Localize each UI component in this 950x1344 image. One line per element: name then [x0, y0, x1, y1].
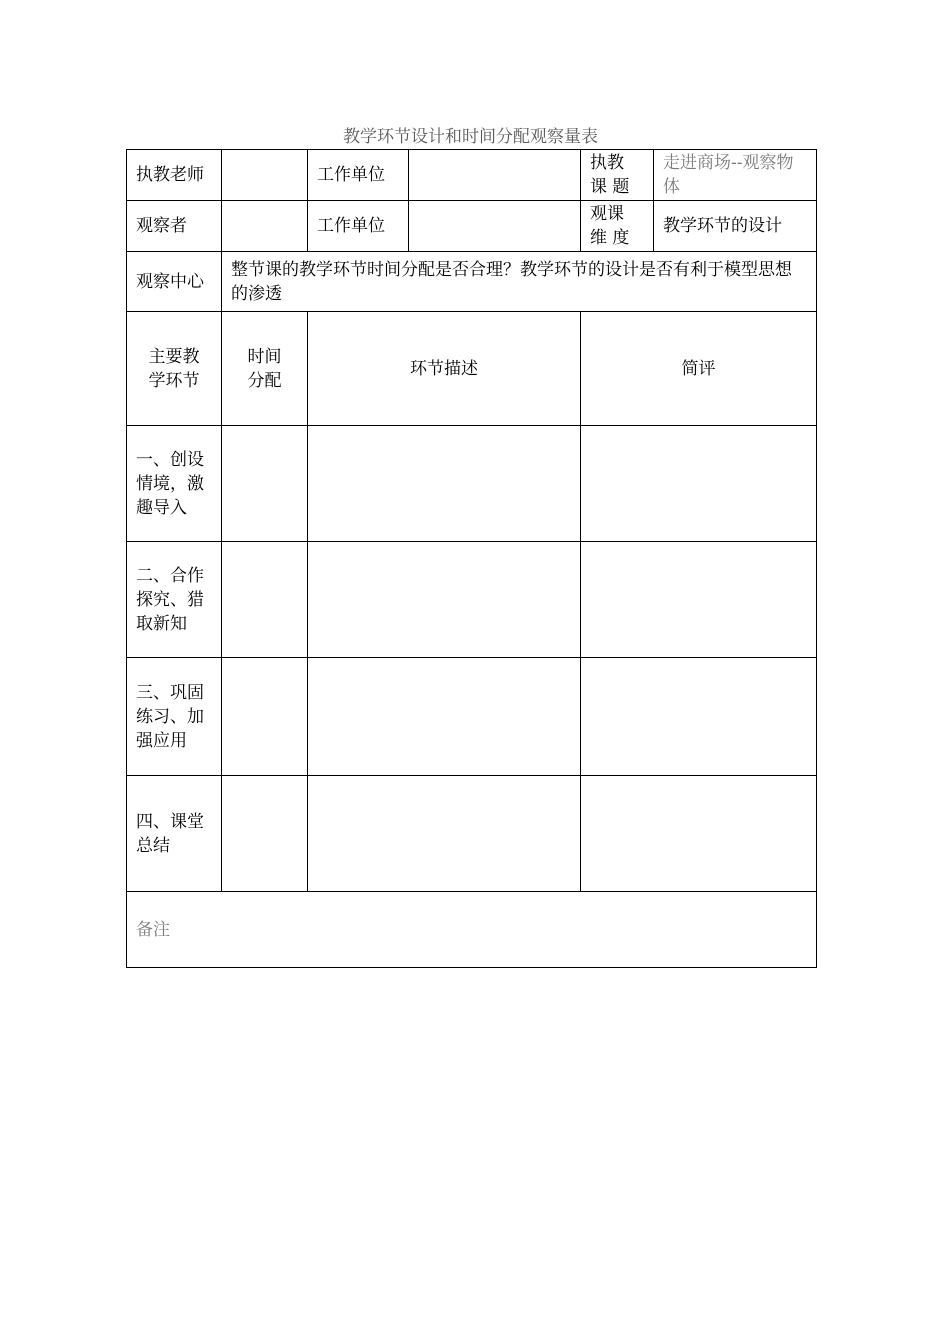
stage-name-line: 一、创设 [136, 449, 204, 470]
stage-name [127, 542, 222, 658]
stage-name-line: 练习、加 [136, 706, 204, 727]
stage-time-field[interactable] [222, 658, 308, 776]
notes-field[interactable]: 备注 [127, 892, 817, 968]
teacher-unit-field[interactable] [409, 150, 581, 201]
stage-name-line: 情境，激 [136, 473, 204, 494]
header-main-stage-line1: 主要教 [148, 346, 200, 367]
stage-description-field[interactable] [308, 658, 581, 776]
header-comment: 简评 [581, 312, 817, 426]
stage-row [127, 542, 817, 658]
dimension-label-line2: 维 度 [590, 228, 630, 248]
header-time-line1: 时间 [247, 346, 282, 367]
stage-time-field[interactable] [222, 426, 308, 542]
dimension-field[interactable]: 教学环节的设计 [654, 201, 817, 252]
observation-center-label: 观察中心 [127, 252, 222, 312]
topic-label-line2: 课 题 [590, 177, 630, 197]
stage-name-line: 强应用 [136, 730, 187, 751]
dimension-label-line1: 观课 [590, 204, 624, 224]
stage-name [127, 658, 222, 776]
stage-name-line: 取新知 [136, 613, 187, 634]
stage-name-line: 三、巩固 [136, 682, 204, 703]
stage-comment-field[interactable] [581, 426, 817, 542]
stage-time-field[interactable] [222, 542, 308, 658]
dimension-label [581, 201, 654, 252]
notes-row [127, 892, 817, 968]
teacher-field[interactable] [222, 150, 308, 201]
info-row-observer [127, 201, 817, 252]
observation-form-table [126, 149, 817, 968]
stage-name-line: 四、课堂 [136, 811, 204, 832]
info-row-center [127, 252, 817, 312]
header-time-line2: 分配 [247, 370, 282, 391]
observer-unit-field[interactable] [409, 201, 581, 252]
stage-name [127, 426, 222, 542]
observation-center-field[interactable]: 整节课的教学环节时间分配是否合理？教学环节的设计是否有利于模型思想的渗透 [222, 252, 817, 312]
header-description: 环节描述 [308, 312, 581, 426]
stage-name [127, 776, 222, 892]
stage-time-field[interactable] [222, 776, 308, 892]
header-main-stage-line2: 学环节 [148, 370, 200, 391]
topic-label [581, 150, 654, 201]
topic-label-line1: 执教 [590, 153, 624, 173]
stage-row [127, 426, 817, 542]
observer-unit-label: 工作单位 [308, 201, 409, 252]
stage-comment-field[interactable] [581, 658, 817, 776]
stage-name-line: 探究、猎 [136, 589, 204, 610]
stage-comment-field[interactable] [581, 542, 817, 658]
document-title: 教学环节设计和时间分配观察量表 [343, 127, 598, 147]
header-time-allocation [222, 312, 308, 426]
stage-description-field[interactable] [308, 776, 581, 892]
stage-name-line: 总结 [136, 835, 170, 856]
stage-row [127, 776, 817, 892]
stage-comment-field[interactable] [581, 776, 817, 892]
observer-field[interactable] [222, 201, 308, 252]
teacher-label: 执教老师 [127, 150, 222, 201]
observer-label: 观察者 [127, 201, 222, 252]
stage-row [127, 658, 817, 776]
stage-description-field[interactable] [308, 542, 581, 658]
stage-name-line: 趣导入 [136, 497, 187, 518]
stage-name-line: 二、合作 [136, 565, 204, 586]
header-main-stage [127, 312, 222, 426]
stage-description-field[interactable] [308, 426, 581, 542]
teacher-unit-label: 工作单位 [308, 150, 409, 201]
info-row-teacher [127, 150, 817, 201]
topic-field[interactable]: 走进商场--观察物体 [654, 150, 817, 201]
stage-header-row [127, 312, 817, 426]
